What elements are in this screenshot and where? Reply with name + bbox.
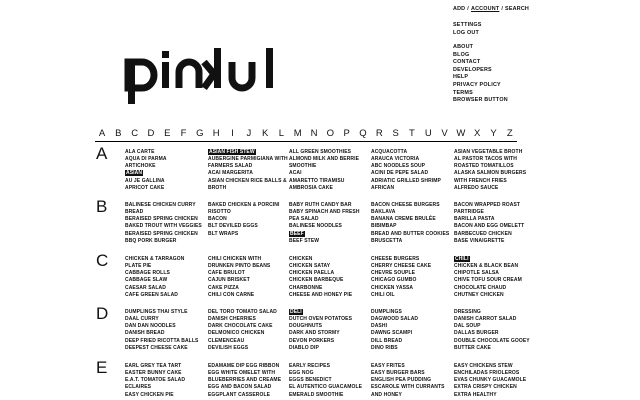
recipe-link[interactable]: ACAI [289,170,302,177]
recipe-column [454,202,524,245]
recipe-link[interactable]: CHEESE BURGERS [371,256,420,262]
add-link[interactable]: ADD [453,6,466,12]
recipe-link[interactable]: EGGPLANT CASSEROLE [208,391,271,398]
recipe-column [371,363,445,399]
recipe-link[interactable]: CHILI OIL [371,291,395,298]
recipe-link[interactable]: ENCHILADAS FRIOLEROS [454,370,520,377]
alpha-letter-u[interactable]: U [424,128,432,139]
recipe-link[interactable]: BLUEBERRIES AND CREAME [208,377,282,384]
recipe-column [208,149,288,192]
category-tag[interactable]: ASIAN FISH STEW [209,149,255,155]
recipe-link[interactable]: WITH FRENCH FRIES [454,177,507,184]
recipe-link[interactable]: EXTRA CRISPY CHICKEN [454,384,517,391]
recipe-link[interactable]: CHARBONNE [289,284,323,291]
contact-link[interactable]: CONTACT [453,59,481,66]
recipe-link[interactable]: CAJUN BRISKET [208,277,250,284]
top-nav [453,6,529,12]
recipe-link[interactable]: DAGWOOD SALAD [371,316,419,323]
recipe-link[interactable] [289,231,360,238]
alpha-letter-t[interactable]: T [409,128,415,139]
section-letter: A [96,144,108,163]
logout-link[interactable]: LOG OUT [453,29,479,36]
recipe-link[interactable]: BABY SPINACH AND FRESH [289,209,360,216]
alpha-letter-b[interactable]: B [115,128,122,139]
recipe-link[interactable]: DEVILISH EGGS [208,344,249,351]
recipe-column [371,256,431,299]
nav-separator: / [501,6,504,12]
recipe-link[interactable]: CHICKEN SATAY [289,263,331,270]
recipe-link[interactable]: EGG AND BACON SALAD [208,384,272,391]
section-letter: C [96,251,109,270]
recipe-link[interactable]: EARL GREY TEA TART [125,363,182,369]
recipe-link[interactable]: EL AUTENTICO GUACAMOLE [289,384,363,391]
account-menu [453,22,482,37]
recipe-link[interactable] [208,149,288,156]
recipe-link[interactable]: EDAMAME DIP EGG RIBBON [208,363,280,369]
recipe-link[interactable]: CABBAGE SLAW [125,277,168,284]
alpha-letter-i[interactable]: I [231,128,234,139]
recipe-link[interactable]: ESCAROLE WITH CURRANTS [371,384,445,391]
recipe-link[interactable]: AMARETTO TIRAMISU [289,177,345,184]
alpha-letter-g[interactable]: G [196,128,204,139]
recipe-column [371,202,449,245]
developers-link[interactable]: DEVELOPERS [453,66,492,73]
recipe-link[interactable]: DAL SOUP [454,323,481,330]
recipe-link[interactable]: DAN DAN NOODLES [125,323,176,330]
recipe-column [208,309,277,352]
recipe-link[interactable]: EARLY RECIPES [289,363,331,369]
recipe-link[interactable]: EMERALD SMOOTHIE [289,391,344,398]
alpha-letter-x[interactable]: X [474,128,481,139]
recipe-link[interactable]: CHUTNEY CHICKEN [454,291,504,298]
recipe-link[interactable]: EVAS CHUNKY GUACAMOLE [454,377,527,384]
section-letter: E [96,358,108,377]
recipe-link[interactable]: DANISH CARROT SALAD [454,316,517,323]
recipe-link[interactable]: BEEF STEW [289,237,320,244]
alpha-letter-f[interactable]: F [180,128,187,139]
alpha-letter-v[interactable]: V [441,128,448,139]
recipe-link[interactable]: SMOOTHIE [289,163,317,170]
recipe-link[interactable]: EASY FRITES [371,363,405,369]
browser-button-link[interactable]: BROWSER BUTTON [453,97,508,104]
recipe-link[interactable]: CHIVE TOFU SOUR CREAM [454,277,522,284]
info-menu [453,44,508,105]
recipe-link[interactable]: EASY CHICKENS STEW [454,363,513,369]
divider [95,141,517,142]
alpha-letter-d[interactable]: D [147,128,155,139]
recipe-link[interactable]: EASY BURGER BARS [371,370,425,377]
alpha-letter-j[interactable]: J [246,128,252,139]
recipe-link[interactable]: AFRICAN [371,184,395,191]
recipe-link[interactable]: ASIAN VEGETABLE BROTH [454,149,523,155]
alpha-letter-y[interactable]: Y [490,128,497,139]
recipe-link[interactable]: EGG WHITE OMELET WITH [208,370,276,377]
recipe-link[interactable]: DUMPLINGS THAI STYLE [125,309,188,315]
privacy-policy-link[interactable]: PRIVACY POLICY [453,81,501,88]
recipe-link[interactable] [454,256,522,263]
recipe-link[interactable]: CHICKEN & TARRAGON [125,256,185,262]
recipe-link[interactable]: DELMONICO CHICKEN [208,330,265,337]
alpha-letter-z[interactable]: Z [506,128,513,139]
recipe-link[interactable]: DEEP FRIED RICOTTA BALLS [125,337,199,344]
recipe-link[interactable]: BARILLA PASTA [454,216,495,223]
recipe-link[interactable]: AMBROSIA CAKE [289,184,333,191]
recipe-link[interactable]: CHOCOLATE CHAUD [454,284,507,291]
recipe-link[interactable]: CHERRY CHEESE CAKE [371,263,432,270]
recipe-column [125,149,167,192]
recipe-column [454,149,526,192]
recipe-link[interactable]: ACAI MARGERITA [208,170,253,177]
account-link[interactable]: ACCOUNT [470,6,500,12]
recipe-link[interactable]: BALINESE CHICKEN CURRY [125,202,196,208]
recipe-column [208,256,270,299]
recipe-link[interactable]: CHILI CHICKEN WITH [208,256,262,262]
recipe-link[interactable]: BACON [208,216,227,223]
recipe-column [454,256,522,299]
recipe-link[interactable]: BERAISED SPRING CHICKEN [125,230,198,237]
recipe-link[interactable]: ACINI DE PEPE SALAD [371,170,429,177]
recipe-link[interactable]: BANANA CREME BRULÉE [371,216,436,223]
recipe-link[interactable]: E.A.T. TOMATOE SALAD [125,377,186,384]
search-link[interactable]: SEARCH [505,6,530,12]
recipe-link[interactable]: RISOTTO [208,209,231,216]
recipe-link[interactable]: ALA CARTE [125,149,155,155]
recipe-link[interactable]: ALFREDO SAUCE [454,184,499,191]
recipe-column [289,363,362,399]
recipe-link[interactable]: ABC NOODLES SOUP [371,163,426,170]
recipe-link[interactable]: APRICOT CAKE [125,184,165,191]
recipe-column [289,309,352,352]
terms-link[interactable]: TERMS [453,89,473,96]
recipe-link[interactable]: CAFE BRULOT [208,270,245,277]
section-letter: D [96,304,109,323]
recipe-link[interactable]: ALASKA SALMON BURGERS [454,170,527,177]
recipe-link[interactable]: PLATE PIE [125,263,152,270]
recipe-link[interactable]: BREAD [125,209,144,216]
recipe-link[interactable]: AQUA DI PARMA [125,156,167,163]
recipe-link[interactable]: BBQ PORK BURGER [125,237,177,244]
category-tag[interactable]: ASIAN [126,170,143,177]
recipe-link[interactable]: DUMPLINGS [371,309,402,315]
recipe-link[interactable]: DILL BREAD [371,337,403,344]
recipe-link[interactable]: ALMOND MILK AND BERRIE [289,156,360,163]
recipe-link[interactable]: DANISH BREAD [125,330,165,337]
category-tag[interactable]: CHILI [455,256,469,262]
recipe-link[interactable]: CAESAR SALAD [125,284,166,291]
recipe-link[interactable]: DALLAS BURGER [454,330,499,337]
alpha-letter-a[interactable]: A [98,128,106,139]
recipe-link[interactable]: PEA SALAD [289,216,319,223]
recipe-link[interactable]: ECLAIRES [125,384,152,391]
alpha-letter-c[interactable]: C [131,128,139,139]
recipe-link[interactable]: BREAD AND BUTTER COOKIES [371,230,450,237]
alpha-letter-p[interactable]: P [343,128,350,139]
recipe-link[interactable]: DARK CHOCOLATE CAKE [208,323,273,330]
recipe-column [454,363,526,399]
recipe-link[interactable]: EASTER BUNNY CAKE [125,370,182,377]
recipe-column [125,309,198,352]
recipe-link[interactable]: BROTH [208,184,227,191]
recipe-link[interactable]: DOUGHNUTS [289,323,323,330]
recipe-link[interactable]: BASE VINAIGRETTE [454,237,505,244]
settings-link[interactable]: SETTINGS [453,22,482,28]
recipe-link[interactable]: DARK AND STORMY [289,330,340,337]
recipe-link[interactable]: ROASTED TOMATILLOS [454,163,514,170]
recipe-link[interactable]: ASIAN CHICKEN RICE BALLS & [208,177,287,184]
recipe-link[interactable]: CHIPOTLE SALSA [454,270,500,277]
recipe-link[interactable]: CHICKEN & BLACK BEAN [454,263,519,270]
recipe-link[interactable]: CHICKEN BARBEQUE [289,277,344,284]
recipe-link[interactable]: AU JE GALLINA [125,177,165,184]
alpha-letter-m[interactable]: M [293,128,302,139]
recipe-column [208,202,279,238]
recipe-link[interactable]: FARMERS SALAD [208,163,253,170]
recipe-link[interactable]: BABY RUTH CANDY BAR [289,202,352,208]
recipe-link[interactable]: BERAISED SPRING CHICKEN [125,216,198,223]
recipe-link[interactable]: PARTRIDGE [454,209,484,216]
recipe-link[interactable]: DRESSING [454,309,481,315]
recipe-link[interactable]: BACON WRAPPED ROAST [454,202,521,208]
alpha-letter-k[interactable]: K [261,128,269,139]
recipe-link[interactable]: BAKED CHICKEN & PORCINI [208,202,280,208]
recipe-link[interactable]: ARAUCA VICTORIA [371,156,420,163]
recipe-link[interactable]: ARTICHOKE [125,163,156,170]
recipe-link[interactable]: EASY CHICKEN PIE [125,391,174,398]
recipe-column [125,202,202,245]
alpha-letter-n[interactable]: N [310,128,318,139]
recipe-link[interactable]: AND HONEY [371,391,402,398]
recipe-link[interactable]: DAWNG SCAMPI [371,330,413,337]
recipe-link[interactable]: EXTRA HEALTHY [454,391,497,398]
recipe-link[interactable]: DAAL CURRY [125,316,159,323]
recipe-link[interactable]: BRUSCETTA [371,237,403,244]
recipe-link[interactable]: EGGS BENEDICT [289,377,332,384]
recipe-link[interactable]: BLT WRAPS [208,230,239,237]
recipe-column [371,149,441,192]
blog-link[interactable]: BLOG [453,51,470,58]
recipe-link[interactable]: CAKE PIZZA [208,284,239,291]
recipe-link[interactable]: CAFE GREEN SALAD [125,291,178,298]
recipe-link[interactable]: ADRIATIC GRILLED SHRIMP [371,177,441,184]
recipe-link[interactable]: CHEESE AND HONEY PIE [289,291,353,298]
recipe-link[interactable] [125,170,167,177]
recipe-column [289,202,360,245]
recipe-link[interactable]: BACON AND EGG OMELETT [454,223,525,230]
recipe-link[interactable]: CHILI CON CARNE [208,291,255,298]
recipe-link[interactable]: DIABLO DIP [289,344,319,351]
recipe-link[interactable]: DEVON PORKERS [289,337,335,344]
recipe-link[interactable]: ENGLISH PEA PUDDING [371,377,432,384]
alphabet-index [96,128,516,140]
recipe-link[interactable]: BLT DEVILED EGGS [208,223,258,230]
recipe-column [125,363,185,399]
recipe-link[interactable]: EGG NOG [289,370,314,377]
recipe-link[interactable]: CHICKEN PAELLA [289,270,335,277]
recipe-link[interactable]: ALL GREEN SMOOTHIES [289,149,352,155]
alpha-letter-w[interactable]: W [456,128,466,139]
recipe-link[interactable]: CHICKEN YASSA [371,284,414,291]
recipe-link[interactable]: CABBAGE ROLLS [125,270,170,277]
recipe-column [454,309,530,352]
recipe-column [289,256,352,299]
recipe-link[interactable]: DANISH CHERRIES [208,316,256,323]
recipe-link[interactable]: DEL TORO TOMATO SALAD [208,309,277,315]
recipe-link[interactable]: AUBERGINE PARMIGIANA WITH [208,156,288,163]
alpha-letter-l[interactable]: L [278,128,285,139]
recipe-column [125,256,184,299]
recipe-link[interactable]: BARBECUED CHICKEN [454,230,512,237]
recipe-link[interactable]: CHICAGO GUMBO [371,277,417,284]
section-letter: B [96,197,108,216]
recipe-link[interactable]: DASHI [371,323,388,330]
recipe-link[interactable]: DINO RIBS [371,344,398,351]
recipe-link[interactable]: DRUNKEN PINTO BEANS [208,263,271,270]
recipe-link[interactable]: BAKLAVA [371,209,396,216]
recipe-column [371,309,418,352]
recipe-column [289,149,359,192]
category-tag[interactable]: DELI [290,309,302,315]
recipe-link[interactable]: DUTCH OVEN POTATOES [289,316,353,323]
recipe-link[interactable]: AL PASTOR TACOS WITH [454,156,518,163]
recipe-link[interactable]: DOUBLE CHOCOLATE GOOEY [454,337,530,344]
recipe-column [208,363,281,399]
about-link[interactable]: ABOUT [453,44,474,50]
category-tag[interactable]: BEEF [290,230,304,237]
recipe-link[interactable]: BIBIMBAP [371,223,397,230]
alpha-letter-o[interactable]: O [326,128,335,139]
recipe-link[interactable]: CHEVRE SOUPLE [371,270,416,277]
alpha-letter-h[interactable]: H [212,128,220,139]
pinkul-logo[interactable] [124,48,284,104]
nav-separator: / [467,6,469,12]
recipe-link[interactable]: CHICKEN [289,256,313,262]
recipe-link[interactable]: BUTTER CAKE [454,344,491,351]
recipe-link[interactable]: BACON CHEESE BURGERS [371,202,440,208]
alpha-letter-r[interactable]: R [375,128,383,139]
recipe-link[interactable]: DEEPEST CHEESE CAKE [125,344,188,351]
help-link[interactable]: HELP [453,74,469,81]
recipe-link[interactable] [289,309,352,316]
alpha-letter-s[interactable]: S [392,128,399,139]
alpha-letter-q[interactable]: Q [359,128,367,139]
recipe-link[interactable]: ACQUACOTTA [371,149,408,155]
recipe-link[interactable]: BALINESE NOODLES [289,223,342,230]
alpha-letter-e[interactable]: E [164,128,171,139]
recipe-link[interactable]: BAKED TROUT WITH VEGGIES [125,223,202,230]
recipe-link[interactable]: CLEMENCEAU [208,337,245,344]
